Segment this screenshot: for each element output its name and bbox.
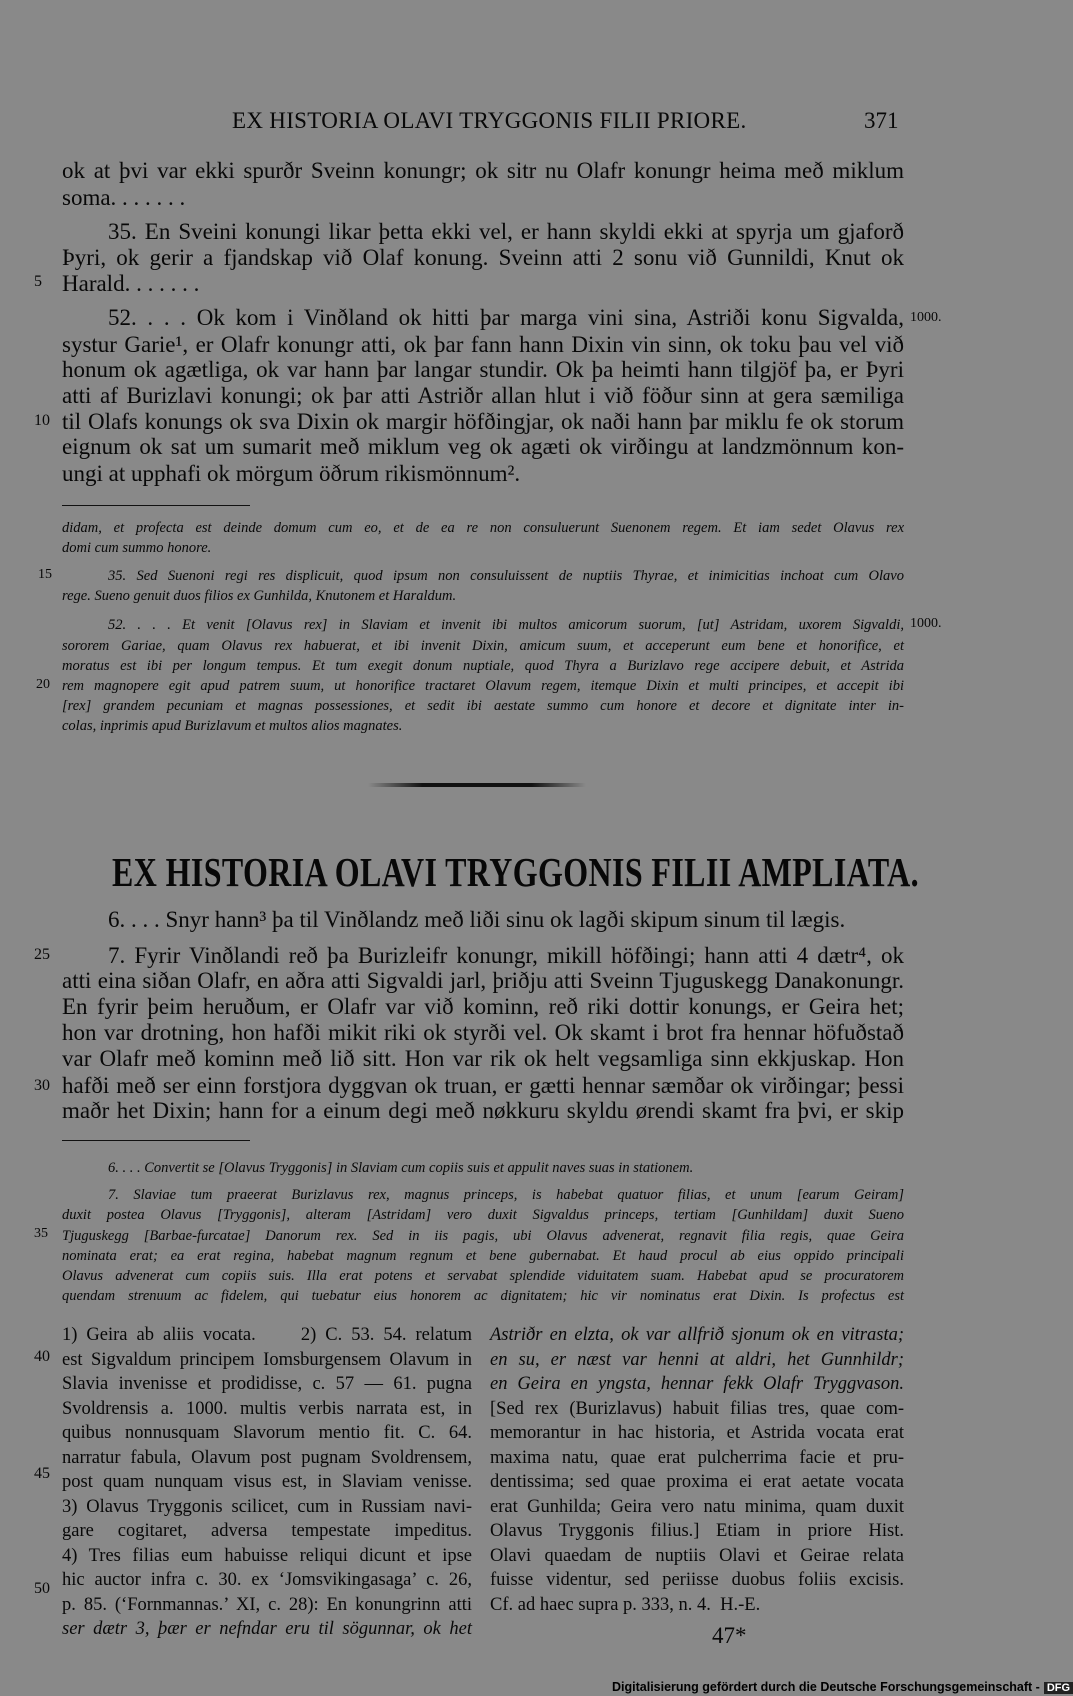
note-line: erat Gunhilda; Geira vero natu minima, quam duxit — [490, 1497, 904, 1517]
text-line: ungi at upphafi ok mörgum öðrum rikismönnum². — [62, 461, 521, 486]
latin-line: domi cum summo honore. — [62, 540, 212, 556]
text-line: 35. En Sveini konungi likar þetta ekki vel, er hann skyldi ekki at spyrja um gjaforð — [108, 219, 904, 244]
note-line: quibus nonnusquam Slavorum mentio fit. C. 64. — [62, 1423, 472, 1443]
signature-mark: 47* — [712, 1623, 747, 1648]
note-line: 3) Olavus Tryggonis scilicet, cum in Russiam navi- — [62, 1497, 472, 1517]
line-number: 25 — [34, 946, 50, 963]
text-line: 7. Fyrir Vinðlandi reð þa Burizleifr konungr, mikill höfðingi; hann atti 4 dætr⁴, ok — [108, 943, 904, 968]
text-line: til Olafs konungs ok sva Dixin ok margir höfðingjar, ok naði hann þar miklu fe ok storum — [62, 409, 904, 434]
text-line: eignum ok sat um sumarit með miklum veg ok agæti ok virðingu at landzmönnum kon- — [62, 434, 904, 459]
note-line: hic auctor infra c. 30. ex ‘Jomsvikingasaga’ c. 26, — [62, 1570, 472, 1590]
line-number: 50 — [34, 1580, 50, 1597]
text-line: ok at þvi var ekki spurðr Sveinn konungr; ok sitr nu Olafr konungr heima með miklum — [62, 158, 904, 183]
latin-line: 7. Slaviae tum praeerat Burizlavus rex, magnus princeps, is habebat quatuor filias, et unum [earum Geiram] — [108, 1187, 904, 1203]
text-line: 6. . . . Snyr hann³ þa til Vinðlandz með liði sinu ok lagði skipum sinum til lægis. — [108, 907, 846, 932]
latin-line: Olavus advenerat cum copiis suis. Illa erat potens et servabat splendide viduitatem suam. Habebat apud se procuratorem — [62, 1268, 904, 1284]
line-number: 15 — [38, 567, 52, 582]
line-number: 30 — [34, 1077, 50, 1094]
footer-credit: Digitalisierung gefördert durch die Deutsche Forschungsgemeinschaft - — [612, 1680, 1040, 1694]
note-line: dentissima; sed quae proxima ei erat aetate vocata — [490, 1472, 904, 1492]
section-title: EX HISTORIA OLAVI TRYGGONIS FILII AMPLIATA. — [112, 849, 920, 895]
dfg-logo: DFG — [1044, 1682, 1073, 1694]
note-line: en su, er næst var henni at aldri, het Gunnhildr; — [490, 1350, 904, 1370]
note-line: en Geira en yngsta, hennar fekk Olafr Tryggvason. — [490, 1374, 904, 1394]
separator-rule — [62, 1140, 250, 1141]
text-line: Harald. . . . . . . — [62, 271, 200, 296]
note-line: ser dætr 3, þær er nefndar eru til sögunnar, ok het — [62, 1619, 472, 1639]
latin-line: didam, et profecta est deinde domum cum eo, et de ea re non consuluerunt Suenonem regem. Et iam sedet Olavus rex — [62, 520, 904, 536]
line-number: 10 — [34, 412, 50, 429]
margin-year: 1000. — [910, 616, 942, 631]
footer — [612, 1678, 1073, 1696]
latin-line: rem magnopere egit apud patrem suum, ut honorifice tractaret Olavum regem, itemque Dixin et multi principes, et accepit ibi — [62, 678, 904, 694]
text-line: atti eina siðan Olafr, en aðra atti Sigvaldi jarl, þriðju atti Sveinn Tjuguskegg Danakonungr. — [62, 968, 904, 993]
note-line: 4) Tres filias eum habuisse reliqui dicunt et ipse — [62, 1546, 472, 1566]
text-line: maðr het Dixin; hann for a einum degi með nøkkuru skyldu ørendi skamt fra þvi, er skip — [62, 1098, 904, 1123]
line-number: 20 — [36, 677, 50, 692]
text-line: var Olafr með kominn með lið sitt. Hon var rik ok helt vegsamliga sinn ekkjuskap. Hon — [62, 1046, 904, 1071]
note-line: [Sed rex (Burizlavus) habuit filias tres, quae com- — [490, 1399, 904, 1419]
note-line: p. 85. (‘Fornmannas.’ XI, c. 28): En konungrinn atti — [62, 1595, 472, 1615]
note-line: Cf. ad haec supra p. 333, n. 4. H.-E. — [490, 1595, 761, 1615]
latin-line: Tjuguskegg [Barbae-furcatae] Danorum rex. Sed in iis pagis, ubi Olavus advenerat, regnavit filia regis, quae Geira — [62, 1228, 904, 1244]
note-line: gare cogitaret, adversa tempestate impeditus. — [62, 1521, 472, 1541]
latin-line: 52. . . . Et venit [Olavus rex] in Slaviam et invenit ibi multos amicorum suorum, [ut] Astridam, uxorem Sigvaldi, — [108, 617, 904, 633]
note-line: post quam nunquam visus est, in Slaviam venisse. — [62, 1472, 472, 1492]
text-line: hon var drotning, hon hafði mikit riki ok styrði vel. Ok skamt i brot fra hennar höfuðstað — [62, 1020, 904, 1045]
text-line: soma. . . . . . . — [62, 185, 186, 210]
line-number: 45 — [34, 1465, 50, 1482]
text-line: atti af Burizlavi konungi; ok þar atti Astriðr allan hlut i við föður sinn at gera sæmiliga — [62, 383, 904, 408]
latin-line: 35. Sed Suenoni regi res displicuit, quod ipsum non consuluissent de nuptiis Thyrae, et inimicitias inchoat cum Olavo — [108, 568, 904, 584]
note-line: Olavus Tryggonis filius.] Etiam in priore Hist. — [490, 1521, 904, 1541]
text-line: Þyri, ok gerir a fjandskap við Olaf konung. Sveinn atti 2 sonu við Gunnildi, Knut ok — [62, 245, 904, 270]
note-line: fuisse videntur, sed periisse duobus foliis excisis. — [490, 1570, 904, 1590]
text-line: systur Garie¹, er Olafr konungr atti, ok þar fann hann Dixin vin sinn, ok toku þau vel við — [62, 332, 904, 357]
text-line: En fyrir þeim heruðum, er Olafr var við kominn, reð riki dottir konungs, er Geira het; — [62, 994, 904, 1019]
note-line: Slavia invenisse et prodidisse, c. 57 — 61. pugna — [62, 1374, 472, 1394]
note-line: narratur fabula, Olavum post pugnam Svoldrensem, — [62, 1448, 472, 1468]
margin-year: 1000. — [910, 310, 942, 325]
note-line: est Sigvaldum principem Iomsburgensem Olavum in — [62, 1350, 472, 1370]
line-number: 35 — [34, 1226, 48, 1241]
latin-line: duxit postea Olavus [Tryggonis], alteram [Astridam] vero duxit Sigvaldus princeps, tertiam [Gunhildam] duxit Sueno — [62, 1207, 904, 1223]
note-line: maxima natu, quae erat pulcherrima facie et pru- — [490, 1448, 904, 1468]
latin-line: nominata erat; ea erat regina, habebat magnum regnum et bene gubernabat. Et haud procul ab eius oppido principali — [62, 1248, 904, 1264]
text-line: honum ok agætliga, ok var hann þar langar stundir. Ok þa heimti hann tilgjöf þa, er Þyri — [62, 357, 904, 382]
ornamental-divider — [368, 783, 586, 787]
line-number: 5 — [34, 273, 42, 290]
text-line: hafði með ser einn forstjora dyggvan ok truan, er gætti hennar sæmðar ok virðingar; þessi — [62, 1073, 904, 1098]
note-line: Astriðr en elzta, ok var allfrið sjonum ok en vitrasta; — [490, 1325, 904, 1345]
note-line: Svoldrensis a. 1000. multis verbis narrata est, in — [62, 1399, 472, 1419]
latin-line: rege. Sueno genuit duos filios ex Gunhilda, Knutonem et Haraldum. — [62, 588, 457, 604]
latin-line: 6. . . . Convertit se [Olavus Tryggonis] in Slaviam cum copiis suis et appulit naves suas in stationem. — [108, 1160, 694, 1176]
latin-line: quendam strenuum ac fidelem, qui tuebatur eius honorem ac dignitatem; hic vir nominatus erat Dixin. Is profectus est — [62, 1288, 904, 1304]
note-line: 1) Geira ab aliis vocata. 2) C. 53. 54. relatum — [62, 1325, 472, 1345]
page-number: 371 — [864, 108, 899, 133]
note-line: memorantur in hac historia, et Astrida vocata erat — [490, 1423, 904, 1443]
latin-line: moratus est ibi per longum tempus. Et tum exegit donum nuptiale, quod Thyra a Burizlavo rege accipere debuit, et Astrida — [62, 658, 904, 674]
latin-line: sororem Gariae, quam Olavus rex habuerat, et ibi invenit Dixin, amicum suum, et acceperunt eum bene et honorifice, et — [62, 638, 904, 654]
line-number: 40 — [34, 1348, 50, 1365]
text-line: 52. . . . Ok kom i Vinðland ok hitti þar marga vini sina, Astriði konu Sigvalda, — [108, 305, 904, 330]
note-line: Olavi quaedam de nuptiis Olavi et Geirae relata — [490, 1546, 904, 1566]
latin-line: colas, inprimis apud Burizlavum et multos alios magnates. — [62, 718, 403, 734]
latin-line: [rex] grandem pecuniam et magnas possessiones, et sedit ibi aestate summo cum honore et decore et dignitate inter in- — [62, 698, 904, 714]
running-title: EX HISTORIA OLAVI TRYGGONIS FILII PRIORE. — [232, 108, 747, 133]
separator-rule — [62, 505, 250, 506]
